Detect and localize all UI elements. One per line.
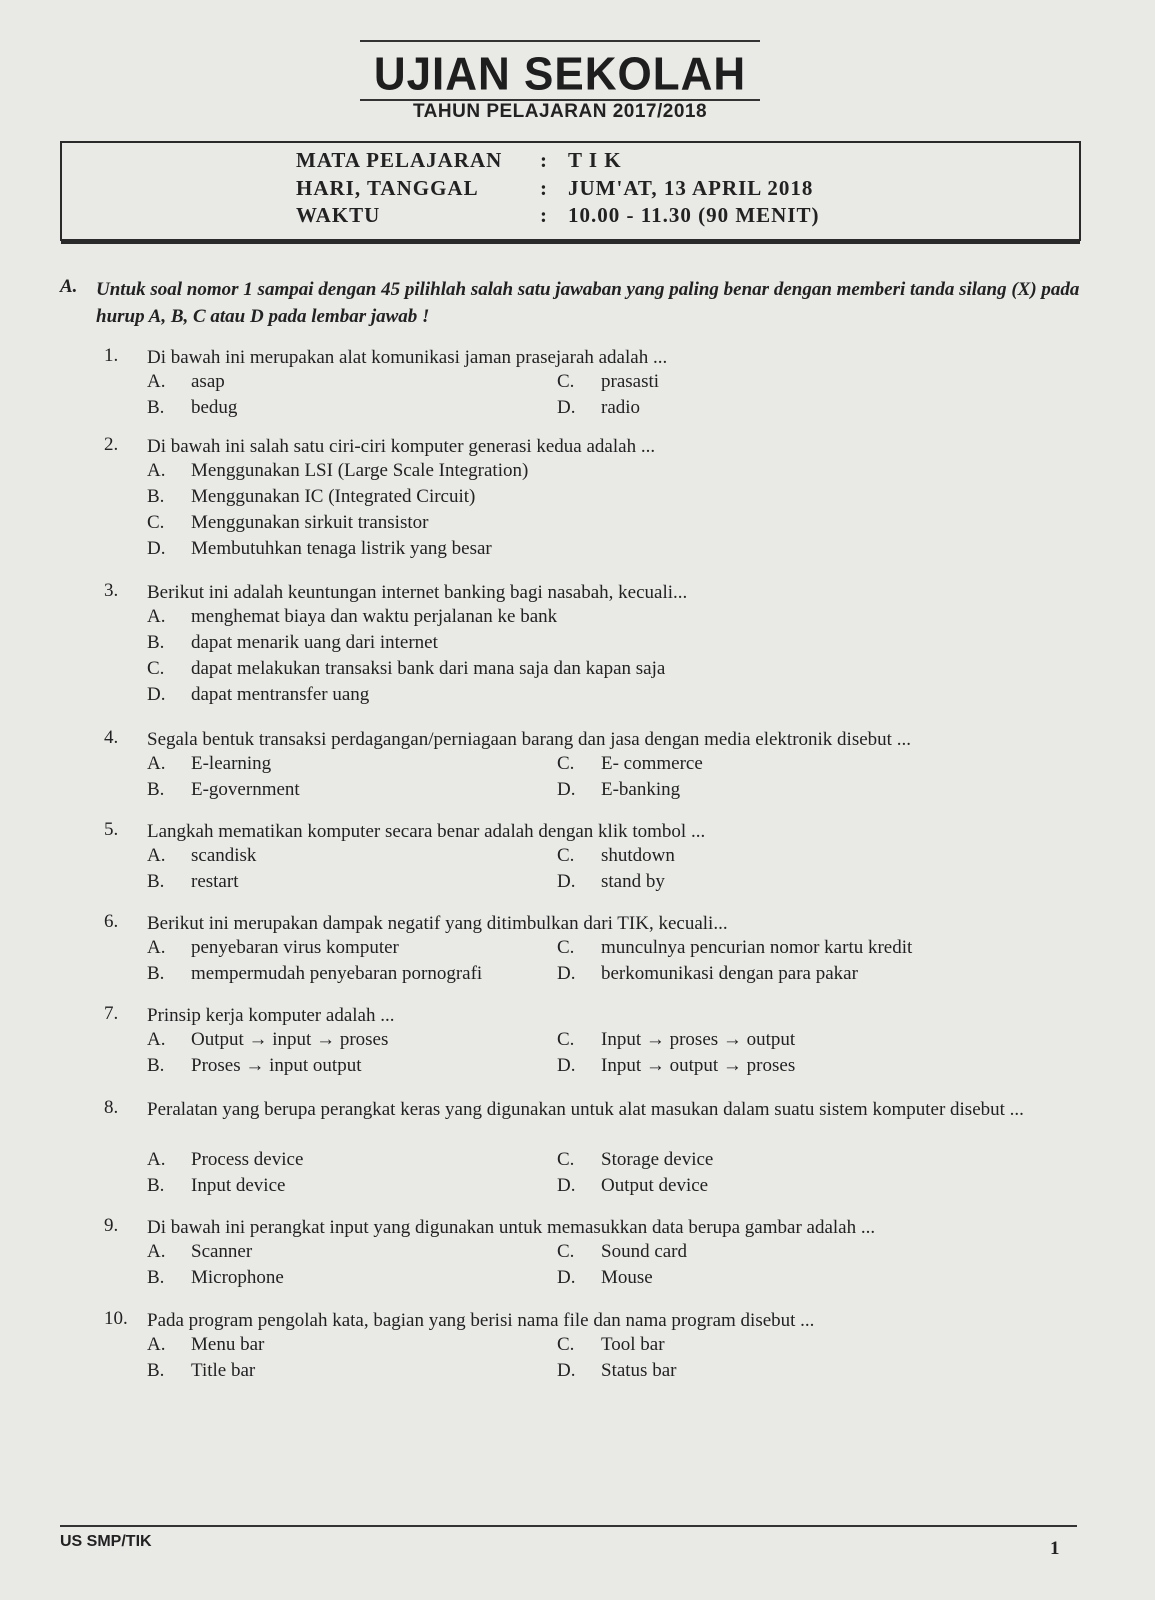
option-text: Input → output → proses xyxy=(601,1055,796,1076)
answer-option[interactable] xyxy=(147,538,492,560)
answer-option[interactable] xyxy=(557,397,640,419)
option-letter: B. xyxy=(147,397,165,418)
option-text: E-learning xyxy=(191,753,272,774)
option-text: E-banking xyxy=(601,779,681,800)
option-letter: D. xyxy=(147,538,166,559)
option-text: E- commerce xyxy=(601,753,703,774)
section-instruction: Untuk soal nomor 1 sampai dengan 45 pilihlah salah satu jawaban yang paling benar dengan memberi tanda silang (X) pada hurup A, B, C atau D pada lembar jawab ! xyxy=(96,279,1080,327)
option-text: Membutuhkan tenaga listrik yang besar xyxy=(191,538,492,559)
answer-option[interactable] xyxy=(557,753,703,775)
answer-option[interactable] xyxy=(147,1055,361,1077)
option-text: Storage device xyxy=(601,1149,714,1170)
answer-option[interactable] xyxy=(147,460,528,482)
option-text: Scanner xyxy=(191,1241,253,1262)
info-row-time xyxy=(296,203,820,228)
option-letter: C. xyxy=(557,937,575,958)
option-letter: A. xyxy=(147,1334,166,1355)
answer-option[interactable] xyxy=(557,1267,653,1289)
question-number: 9. xyxy=(104,1215,119,1236)
answer-option[interactable] xyxy=(557,1029,795,1051)
question-text: Di bawah ini salah satu ciri-ciri komputer generasi kedua adalah ... xyxy=(147,436,656,457)
answer-option[interactable] xyxy=(557,1149,713,1171)
answer-option[interactable] xyxy=(557,845,675,867)
option-letter: B. xyxy=(147,871,165,892)
option-letter: C. xyxy=(557,371,575,392)
answer-option[interactable] xyxy=(147,397,237,419)
option-letter: C. xyxy=(557,1149,575,1170)
option-text: Title bar xyxy=(191,1360,256,1381)
answer-option[interactable] xyxy=(147,512,428,534)
option-letter: B. xyxy=(147,1055,165,1076)
option-text: Input device xyxy=(191,1175,286,1196)
option-letter: C. xyxy=(147,658,165,679)
option-letter: D. xyxy=(557,1175,576,1196)
question-text: Segala bentuk transaksi perdagangan/perniagaan barang dan jasa dengan media elektronik disebut ... xyxy=(147,729,911,750)
option-text: Tool bar xyxy=(601,1334,665,1355)
answer-option[interactable] xyxy=(147,779,300,801)
question-text: Langkah mematikan komputer secara benar adalah dengan klik tombol ... xyxy=(147,821,706,842)
option-text: E-government xyxy=(191,779,300,800)
option-text: shutdown xyxy=(601,845,675,866)
question-number: 1. xyxy=(104,345,119,366)
exam-info-box xyxy=(60,141,1081,241)
question-text: Peralatan yang berupa perangkat keras yang digunakan untuk alat masukan dalam suatu sistem komputer disebut ... xyxy=(147,1099,1024,1120)
answer-option[interactable] xyxy=(147,1029,388,1051)
answer-option[interactable] xyxy=(557,963,858,985)
option-text: bedug xyxy=(191,397,238,418)
option-text: stand by xyxy=(601,871,665,892)
option-text: mempermudah penyebaran pornografi xyxy=(191,963,483,984)
option-text: Mouse xyxy=(601,1267,653,1288)
info-row-subject xyxy=(296,148,622,173)
info-sep: : xyxy=(540,176,548,200)
option-text: restart xyxy=(191,871,239,892)
option-text: Menu bar xyxy=(191,1334,265,1355)
option-text: scandisk xyxy=(191,845,257,866)
option-text: Output → input → proses xyxy=(191,1029,389,1050)
option-letter: A. xyxy=(147,1241,166,1262)
question-number: 10. xyxy=(104,1308,128,1329)
question-text: Di bawah ini perangkat input yang digunakan untuk memasukkan data berupa gambar adalah ... xyxy=(147,1217,876,1238)
option-letter: B. xyxy=(147,1267,165,1288)
option-letter: D. xyxy=(557,963,576,984)
option-text: Status bar xyxy=(601,1360,677,1381)
option-letter: C. xyxy=(557,845,575,866)
option-text: Menggunakan LSI (Large Scale Integration) xyxy=(191,460,529,481)
option-letter: C. xyxy=(147,512,165,533)
option-letter: D. xyxy=(557,1360,576,1381)
answer-option[interactable] xyxy=(147,1360,255,1382)
answer-option[interactable] xyxy=(147,1334,264,1356)
option-text: dapat menarik uang dari internet xyxy=(191,632,438,653)
question-text: Di bawah ini merupakan alat komunikasi jaman prasejarah adalah ... xyxy=(147,347,668,368)
option-text: Menggunakan IC (Integrated Circuit) xyxy=(191,486,476,507)
option-letter: C. xyxy=(557,1334,575,1355)
exam-subtitle: TAHUN PELAJARAN 2017/2018 xyxy=(412,101,708,122)
option-letter: C. xyxy=(557,1029,575,1050)
option-letter: C. xyxy=(557,1241,575,1262)
option-letter: A. xyxy=(147,606,166,627)
answer-option[interactable] xyxy=(557,1175,708,1197)
question-number: 2. xyxy=(104,434,119,455)
question-number: 3. xyxy=(104,580,119,601)
info-label: WAKTU xyxy=(296,203,381,227)
answer-option[interactable] xyxy=(557,937,912,959)
footer-code: US SMP/TIK xyxy=(60,1533,152,1550)
answer-option[interactable] xyxy=(557,1360,676,1382)
option-letter: B. xyxy=(147,632,165,653)
page-number: 1 xyxy=(1050,1538,1060,1559)
info-label: HARI, TANGGAL xyxy=(296,176,479,200)
answer-option[interactable] xyxy=(557,871,665,893)
option-text: penyebaran virus komputer xyxy=(191,937,399,958)
option-letter: D. xyxy=(557,1055,576,1076)
info-value: T I K xyxy=(568,148,622,172)
info-label: MATA PELAJARAN xyxy=(296,148,503,172)
option-text: dapat mentransfer uang xyxy=(191,684,370,705)
option-letter: B. xyxy=(147,963,165,984)
info-value: JUM'AT, 13 APRIL 2018 xyxy=(568,176,814,200)
option-letter: A. xyxy=(147,460,166,481)
answer-option[interactable] xyxy=(147,606,557,628)
option-letter: A. xyxy=(147,753,166,774)
option-letter: A. xyxy=(147,1029,166,1050)
option-letter: B. xyxy=(147,779,165,800)
option-letter: A. xyxy=(147,1149,166,1170)
option-text: munculnya pencurian nomor kartu kredit xyxy=(601,937,913,958)
option-text: dapat melakukan transaksi bank dari mana saja dan kapan saja xyxy=(191,658,666,679)
answer-option[interactable] xyxy=(147,1267,284,1289)
option-text: radio xyxy=(601,397,641,418)
answer-option[interactable] xyxy=(557,779,680,801)
answer-option[interactable] xyxy=(147,658,665,680)
answer-option[interactable] xyxy=(147,486,475,508)
option-text: Input → proses → output xyxy=(601,1029,796,1050)
answer-option[interactable] xyxy=(147,684,369,706)
answer-option[interactable] xyxy=(557,371,659,393)
answer-option[interactable] xyxy=(557,1334,665,1356)
option-text: Sound card xyxy=(601,1241,688,1262)
option-text: Output device xyxy=(601,1175,709,1196)
info-sep: : xyxy=(540,203,548,227)
exam-title: UJIAN SEKOLAH xyxy=(373,48,747,101)
question-number: 8. xyxy=(104,1097,119,1118)
option-text: menghemat biaya dan waktu perjalanan ke bank xyxy=(191,606,558,627)
answer-option[interactable] xyxy=(557,1055,795,1077)
option-text: Proses → input output xyxy=(191,1055,362,1076)
question-number: 6. xyxy=(104,911,119,932)
option-text: asap xyxy=(191,371,225,392)
option-letter: A. xyxy=(147,371,166,392)
option-letter: B. xyxy=(147,1175,165,1196)
option-letter: C. xyxy=(557,753,575,774)
answer-option[interactable] xyxy=(147,371,225,393)
option-letter: D. xyxy=(557,779,576,800)
answer-option[interactable] xyxy=(147,1241,252,1263)
info-value: 10.00 - 11.30 (90 MENIT) xyxy=(568,203,820,227)
option-text: berkomunikasi dengan para pakar xyxy=(601,963,858,984)
question-text: Prinsip kerja komputer adalah ... xyxy=(147,1005,395,1026)
option-text: Process device xyxy=(191,1149,304,1170)
question-text: Berikut ini adalah keuntungan internet banking bagi nasabah, kecuali... xyxy=(147,582,688,603)
answer-option[interactable] xyxy=(147,963,482,985)
question-text: Pada program pengolah kata, bagian yang berisi nama file dan nama program disebut ... xyxy=(147,1310,815,1331)
answer-option[interactable] xyxy=(147,632,438,654)
footer-rule xyxy=(60,1525,1077,1527)
answer-option[interactable] xyxy=(147,871,238,893)
question-text: Berikut ini merupakan dampak negatif yang ditimbulkan dari TIK, kecuali... xyxy=(147,913,728,934)
answer-option[interactable] xyxy=(147,1175,285,1197)
option-letter: A. xyxy=(147,937,166,958)
option-text: prasasti xyxy=(601,371,660,392)
question-number: 5. xyxy=(104,819,119,840)
question-number: 7. xyxy=(104,1003,119,1024)
answer-option[interactable] xyxy=(147,1149,303,1171)
option-text: Microphone xyxy=(191,1267,284,1288)
answer-option[interactable] xyxy=(147,845,256,867)
answer-option[interactable] xyxy=(147,937,399,959)
question-number: 4. xyxy=(104,727,119,748)
answer-option[interactable] xyxy=(147,753,271,775)
title-top-rule xyxy=(360,40,760,42)
info-row-date xyxy=(296,176,813,201)
option-letter: D. xyxy=(147,684,166,705)
answer-option[interactable] xyxy=(557,1241,687,1263)
option-letter: D. xyxy=(557,1267,576,1288)
option-text: Menggunakan sirkuit transistor xyxy=(191,512,429,533)
option-letter: A. xyxy=(147,845,166,866)
option-letter: B. xyxy=(147,486,165,507)
section-letter: A. xyxy=(60,276,78,297)
info-sep: : xyxy=(540,148,548,172)
option-letter: D. xyxy=(557,871,576,892)
option-letter: D. xyxy=(557,397,576,418)
option-letter: B. xyxy=(147,1360,165,1381)
